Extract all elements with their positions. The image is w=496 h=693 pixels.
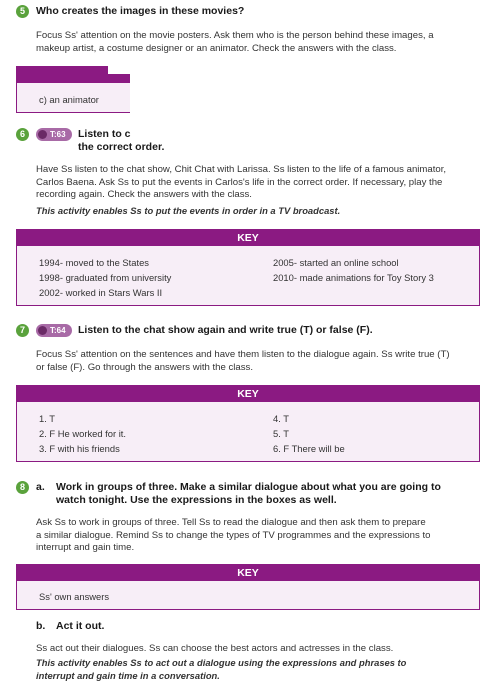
key-item: 2. F He worked for it.	[39, 428, 127, 439]
white-overlay	[108, 66, 496, 74]
exercise-number-5: 5	[16, 5, 29, 18]
key-item: 2002- worked in Stars Wars II	[39, 287, 163, 298]
key-item: 2005- started an online school	[273, 257, 399, 268]
exercise-8a-letter: a.	[36, 481, 45, 493]
headphones-icon	[38, 130, 47, 139]
exercise-7-heading: Listen to the chat show again and write true (T) or false (F).	[78, 324, 373, 336]
instruction-line: makeup artist, a costume designer or an animator. Check the answers with the class.	[36, 42, 397, 54]
instruction-line: or false (F). Go through the answers with the class.	[36, 361, 254, 373]
exercise-7-instructions	[36, 349, 450, 374]
aim-line: interrupt and gain time in a conversation.	[36, 669, 220, 681]
key-item: 5. T	[273, 428, 289, 439]
answer-key-box-7	[16, 385, 480, 462]
heading-line: Listen to c	[78, 128, 131, 140]
exercise-number-7: 7	[16, 324, 29, 337]
answer-key-box-6	[16, 229, 480, 306]
instruction-line: Carlos Baena. Ask Ss to put the events in Carlos's life in the correct order. If necessary, play the	[36, 176, 443, 188]
exercise-5-heading: Who creates the images in these movies?	[36, 5, 245, 17]
headphones-icon	[38, 326, 47, 335]
track-number: T:64	[50, 326, 66, 335]
exercise-6-instructions	[36, 164, 446, 202]
key-header: KEY	[17, 230, 479, 246]
key-answer: Ss' own answers	[39, 591, 110, 602]
exercise-8b-aim	[36, 657, 406, 682]
key-item: 1. T	[39, 413, 55, 424]
exercise-5-instructions	[36, 30, 434, 55]
key-answer: c) an animator	[39, 94, 99, 105]
key-item: 2010- made animations for Toy Story 3	[273, 272, 434, 283]
audio-track-badge[interactable]	[36, 324, 72, 337]
exercise-8a-heading	[56, 481, 441, 507]
exercise-number-8: 8	[16, 481, 29, 494]
answer-key-box-8	[16, 564, 480, 610]
key-item: 6. F There will be	[273, 443, 345, 454]
heading-line: Work in groups of three. Make a similar dialogue about what you are going to	[56, 481, 441, 493]
instruction-line: Focus Ss' attention on the sentences and have them listen to the dialogue again. Ss write true (T)	[36, 349, 450, 360]
key-item: 1998- graduated from university	[39, 272, 172, 283]
instruction-line: a similar dialogue. Remind Ss to change the types of TV programmes and the expressions to	[36, 529, 431, 541]
key-item: 3. F with his friends	[39, 443, 120, 454]
key-header: KEY	[17, 386, 479, 402]
heading-line: watch tonight. Use the expressions in the boxes as well.	[56, 494, 337, 506]
exercise-8b-heading: Act it out.	[56, 620, 105, 632]
instruction-line: Focus Ss' attention on the movie posters. Ask them who is the person behind these images, a	[36, 30, 434, 41]
instruction-line: recording again. Check the answers with the class.	[36, 189, 252, 201]
white-overlay	[132, 126, 496, 140]
audio-track-badge[interactable]	[36, 128, 72, 141]
instruction-line: Have Ss listen to the chat show, Chit Chat with Larissa. Ss listen to the life of a famous animator,	[36, 164, 447, 175]
aim-line: This activity enables Ss to act out a dialogue using the expressions and phrases to	[36, 657, 407, 668]
instruction-line: Ask Ss to work in groups of three. Tell Ss to read the dialogue and then ask them to prepare	[36, 517, 426, 528]
key-item: 4. T	[273, 413, 289, 424]
key-header: KEY	[17, 565, 479, 581]
exercise-number-6: 6	[16, 128, 29, 141]
exercise-6-aim: This activity enables Ss to put the events in order in a TV broadcast.	[36, 205, 341, 216]
heading-line: the correct order.	[78, 141, 165, 153]
exercise-8a-instructions	[36, 517, 430, 555]
instruction-line: interrupt and gain time.	[36, 542, 135, 554]
track-number: T:63	[50, 130, 66, 139]
key-item: 1994- moved to the States	[39, 257, 149, 268]
exercise-8b-instructions: Ss act out their dialogues. Ss can choose the best actors and actresses in the class.	[36, 643, 394, 654]
exercise-8b-letter: b.	[36, 620, 46, 632]
